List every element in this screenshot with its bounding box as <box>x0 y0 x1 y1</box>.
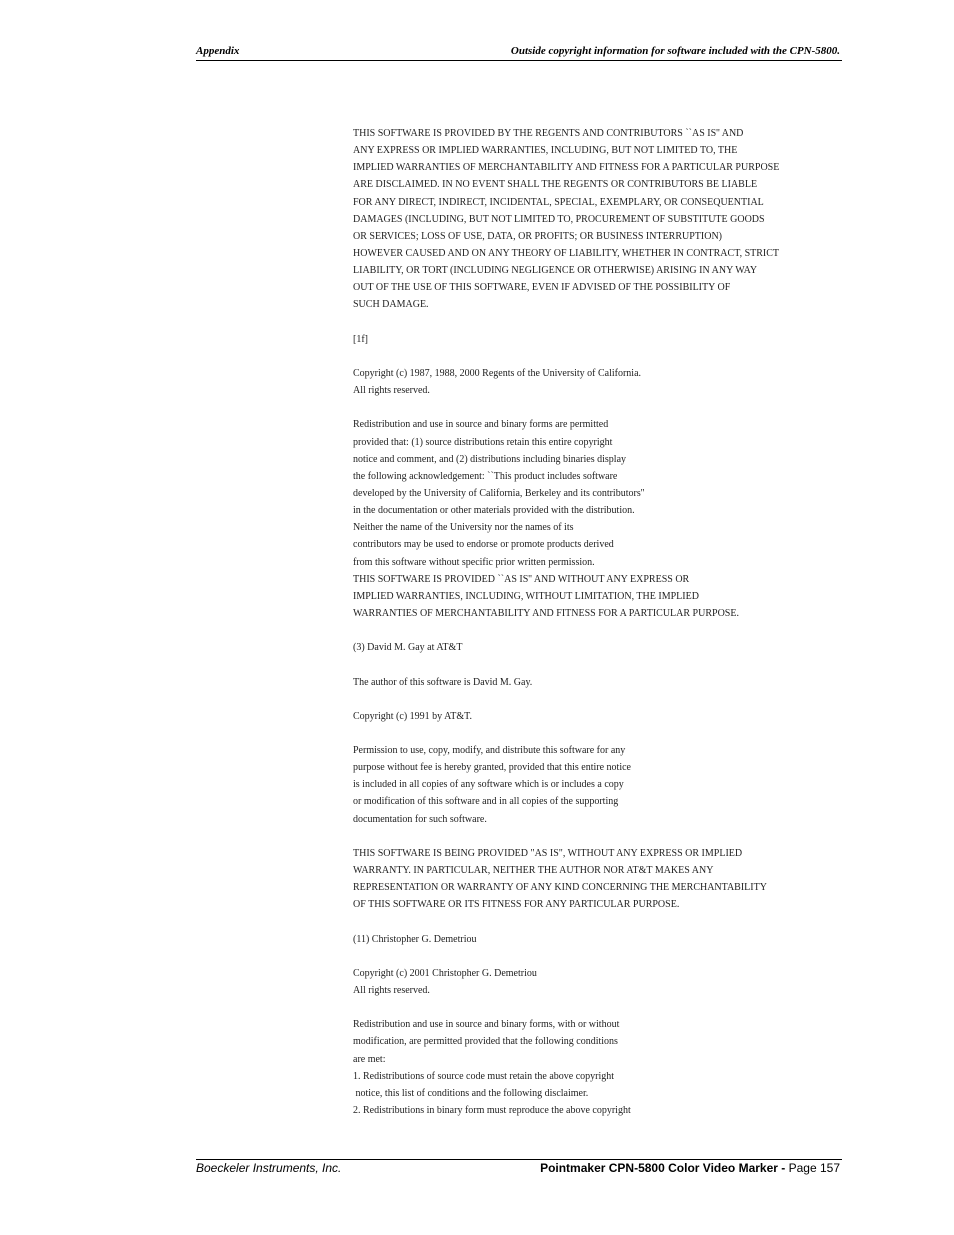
text-line: modification, are permitted provided that the following conditions <box>353 1036 618 1048</box>
text-line: WARRANTY. IN PARTICULAR, NEITHER THE AUTHOR NOR AT&T MAKES ANY <box>353 865 714 877</box>
text-line: All rights reserved. <box>353 385 430 397</box>
paragraph <box>353 639 833 656</box>
paragraph-gap <box>353 656 833 673</box>
page-footer <box>196 1159 842 1175</box>
text-line: OR SERVICES; LOSS OF USE, DATA, OR PROFITS; OR BUSINESS INTERRUPTION) <box>353 230 723 242</box>
text-line: developed by the University of California, Berkeley and its contributors'' <box>353 487 645 499</box>
text-line: FOR ANY DIRECT, INDIRECT, INCIDENTAL, SPECIAL, EXEMPLARY, OR CONSEQUENTIAL <box>353 196 764 208</box>
text-line: SUCH DAMAGE. <box>353 299 429 311</box>
paragraph-gap <box>353 948 833 965</box>
text-line: Copyright (c) 1991 by AT&T. <box>353 710 472 722</box>
text-line: in the documentation or other materials provided with the distribution. <box>353 505 635 517</box>
text-line: Redistribution and use in source and binary forms, with or without <box>353 1019 620 1031</box>
text-line: 1. Redistributions of source code must retain the above copyright <box>353 1070 615 1082</box>
paragraph-gap <box>353 999 833 1016</box>
paragraph <box>353 1016 833 1119</box>
paragraph <box>353 931 833 948</box>
text-line: or modification of this software and in all copies of the supporting <box>353 796 619 808</box>
footer-page-number: Page 157 <box>788 1161 840 1175</box>
text-line: DAMAGES (INCLUDING, BUT NOT LIMITED TO, PROCUREMENT OF SUBSTITUTE GOODS <box>353 213 765 225</box>
text-line: (11) Christopher G. Demetriou <box>353 933 477 945</box>
text-line: [1f] <box>353 333 368 345</box>
page-header <box>196 44 842 61</box>
text-line: OUT OF THE USE OF THIS SOFTWARE, EVEN IF ADVISED OF THE POSSIBILITY OF <box>353 282 731 294</box>
paragraph-gap <box>353 725 833 742</box>
paragraph <box>353 365 833 399</box>
text-line: THIS SOFTWARE IS PROVIDED BY THE REGENTS AND CONTRIBUTORS ``AS IS'' AND <box>353 128 744 139</box>
paragraph <box>353 742 833 828</box>
paragraph <box>353 331 833 348</box>
paragraph <box>353 708 833 725</box>
paragraph-gap <box>353 691 833 708</box>
paragraph-gap <box>353 828 833 845</box>
text-line: The author of this software is David M. Gay. <box>353 676 533 688</box>
paragraph <box>353 965 833 999</box>
text-line: from this software without specific prior written permission. <box>353 556 595 568</box>
text-line: LIABILITY, OR TORT (INCLUDING NEGLIGENCE OR OTHERWISE) ARISING IN ANY WAY <box>353 265 758 277</box>
text-line: notice, this list of conditions and the following disclaimer. <box>353 1087 589 1099</box>
paragraph-gap <box>353 622 833 639</box>
text-line: THIS SOFTWARE IS BEING PROVIDED "AS IS", WITHOUT ANY EXPRESS OR IMPLIED <box>353 847 743 859</box>
footer-product: Pointmaker CPN-5800 Color Video Marker - <box>540 1161 786 1175</box>
text-line: THIS SOFTWARE IS PROVIDED ``AS IS'' AND WITHOUT ANY EXPRESS OR <box>353 573 690 585</box>
paragraph-gap <box>353 399 833 416</box>
footer-product-page <box>540 1161 840 1175</box>
paragraph <box>353 845 833 914</box>
text-line: Copyright (c) 2001 Christopher G. Demetriou <box>353 967 537 979</box>
text-line: Permission to use, copy, modify, and distribute this software for any <box>353 745 626 757</box>
paragraph <box>353 416 833 622</box>
paragraph-gap <box>353 314 833 331</box>
text-line: ANY EXPRESS OR IMPLIED WARRANTIES, INCLUDING, BUT NOT LIMITED TO, THE <box>353 145 738 157</box>
text-line: IMPLIED WARRANTIES, INCLUDING, WITHOUT LIMITATION, THE IMPLIED <box>353 590 699 602</box>
paragraph-gap <box>353 913 833 930</box>
text-line: ARE DISCLAIMED. IN NO EVENT SHALL THE REGENTS OR CONTRIBUTORS BE LIABLE <box>353 179 758 191</box>
paragraph <box>353 674 833 691</box>
text-line: All rights reserved. <box>353 985 430 997</box>
text-line: IMPLIED WARRANTIES OF MERCHANTABILITY AND FITNESS FOR A PARTICULAR PURPOSE <box>353 162 780 174</box>
text-line: documentation for such software. <box>353 813 487 825</box>
text-line: Neither the name of the University nor the names of its <box>353 522 574 534</box>
text-line: HOWEVER CAUSED AND ON ANY THEORY OF LIABILITY, WHETHER IN CONTRACT, STRICT <box>353 247 780 259</box>
footer-company: Boeckeler Instruments, Inc. <box>196 1161 342 1175</box>
license-text-body <box>353 125 833 1119</box>
paragraph-gap <box>353 348 833 365</box>
text-line: is included in all copies of any software which is or includes a copy <box>353 779 624 791</box>
header-section-title: Appendix <box>196 45 240 57</box>
text-line: REPRESENTATION OR WARRANTY OF ANY KIND CONCERNING THE MERCHANTABILITY <box>353 882 767 894</box>
text-line: notice and comment, and (2) distributions including binaries display <box>353 453 627 465</box>
text-line: are met: <box>353 1053 386 1065</box>
text-line: contributors may be used to endorse or promote products derived <box>353 539 614 551</box>
text-line: WARRANTIES OF MERCHANTABILITY AND FITNESS FOR A PARTICULAR PURPOSE. <box>353 607 739 619</box>
text-line: OF THIS SOFTWARE OR ITS FITNESS FOR ANY PARTICULAR PURPOSE. <box>353 899 680 911</box>
text-line: Copyright (c) 1987, 1988, 2000 Regents of the University of California. <box>353 367 642 379</box>
text-line: provided that: (1) source distributions retain this entire copyright <box>353 436 613 448</box>
text-line: 2. Redistributions in binary form must reproduce the above copyright <box>353 1105 631 1117</box>
paragraph <box>353 125 833 314</box>
text-line: purpose without fee is hereby granted, provided that this entire notice <box>353 762 631 774</box>
text-line: Redistribution and use in source and binary forms are permitted <box>353 419 609 431</box>
header-chapter-title: Outside copyright information for software included with the CPN-5800. <box>510 45 840 57</box>
text-line: the following acknowledgement: ``This product includes software <box>353 470 618 482</box>
text-line: (3) David M. Gay at AT&T <box>353 642 463 654</box>
